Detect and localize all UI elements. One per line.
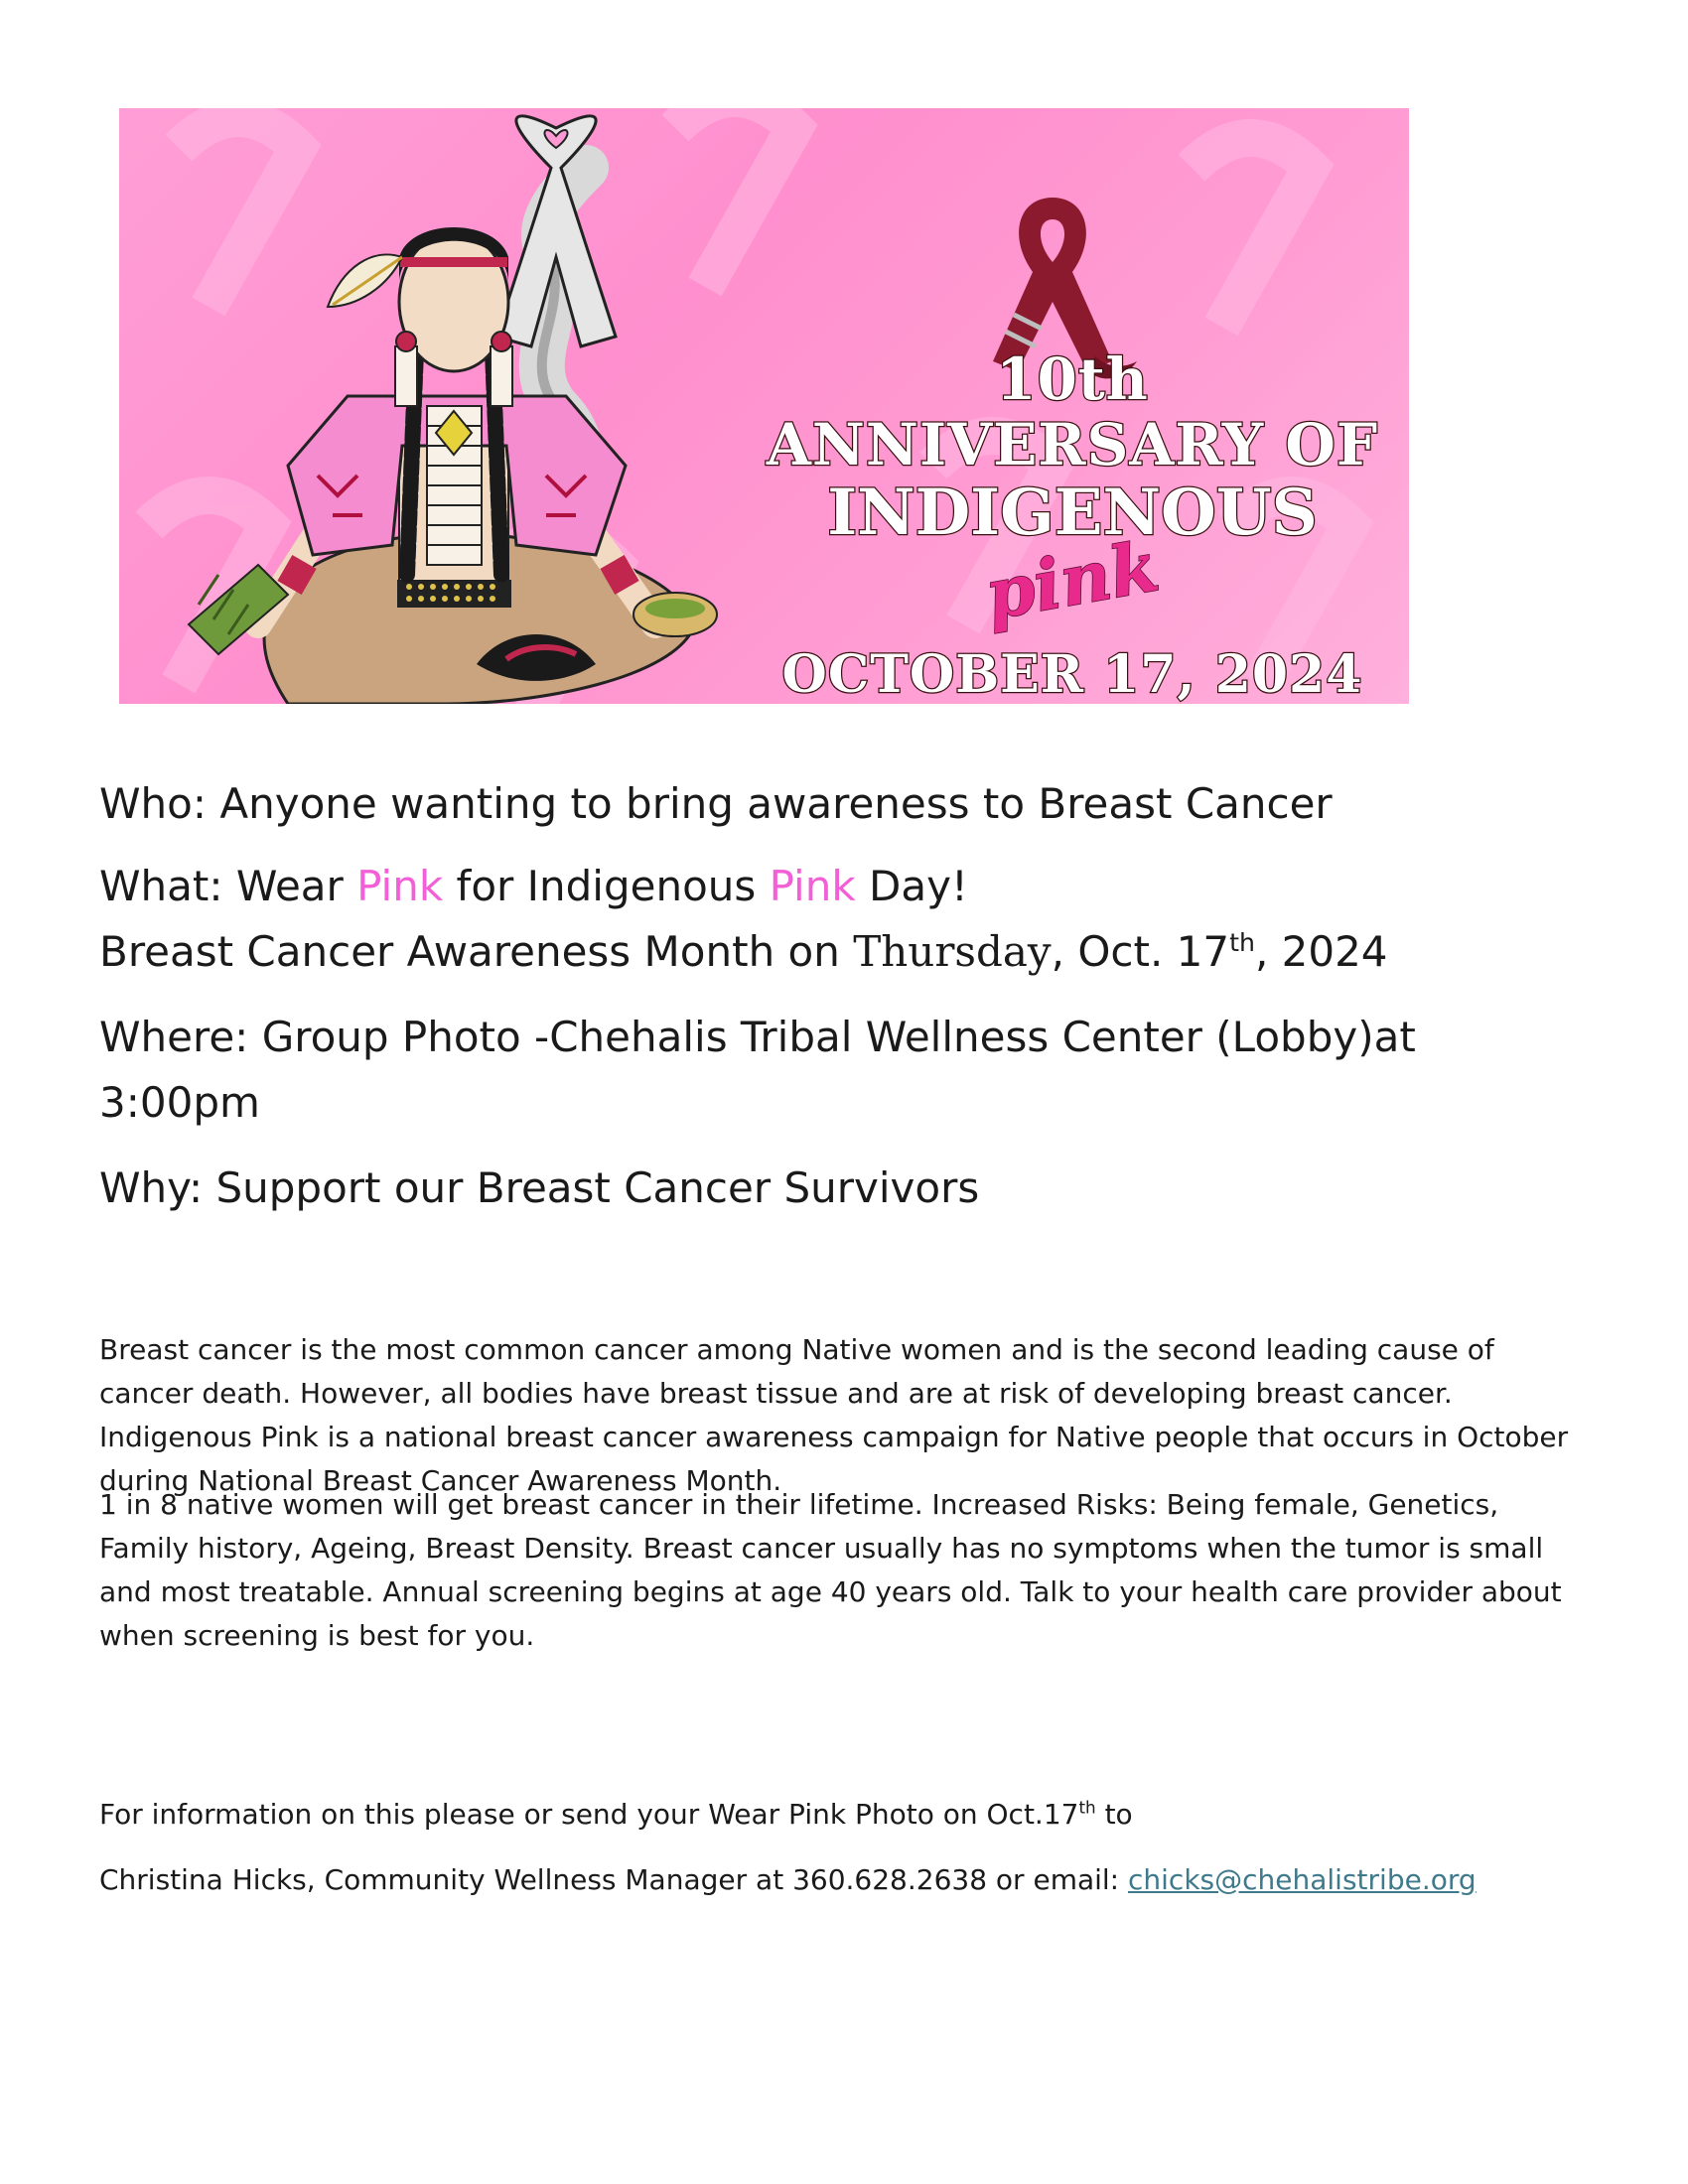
indigenous-woman-illustration <box>189 227 717 704</box>
what-date-prefix: , Oct. 17 <box>1051 927 1230 976</box>
who-label: Who: <box>99 779 207 828</box>
what-weekday: Thursday <box>853 927 1052 976</box>
banner-line-anniversary: 10th ANNIVERSARY OF <box>766 345 1379 478</box>
where-text: Group Photo -Chehalis Tribal Wellness Center (Lobby)at <box>261 1013 1416 1061</box>
what-date-sup: th <box>1229 928 1255 957</box>
event-banner <box>119 108 1409 704</box>
where-block <box>99 1005 1589 1136</box>
what-label: What: <box>99 862 223 910</box>
who-text: Anyone wanting to bring awareness to Breast Cancer <box>219 779 1333 828</box>
what-wear: Wear <box>235 862 344 910</box>
banner-pink-script: pink <box>978 524 1165 636</box>
why-text: Support our Breast Cancer Survivors <box>215 1163 980 1212</box>
what-line <box>99 854 1589 919</box>
contact-person: Christina Hicks, Community Wellness Manager at 360.628.2638 or email: <box>99 1863 1129 1896</box>
contact-info-suffix: to <box>1095 1798 1133 1831</box>
banner-title <box>745 346 1400 704</box>
banner-line-indigenous <box>745 476 1400 636</box>
contact-info-line <box>99 1793 1569 1837</box>
what-pink-1: Pink <box>356 862 444 910</box>
what-month-text: Breast Cancer Awareness Month on <box>99 927 840 976</box>
paragraph-about-breast-cancer: Breast cancer is the most common cancer among Native women and is the second leading cause of cancer death. However, all bodies have breast tissue and are at risk of developing breast cancer. Indigenous Pink is a national breast cancer awareness campaign for Native people that occurs in October during National Breast Cancer Awareness Month. <box>99 1333 1569 1497</box>
where-line <box>99 1005 1589 1070</box>
what-date-line <box>99 919 1589 985</box>
what-pink-2: Pink <box>769 862 856 910</box>
contact-person-line <box>99 1858 1569 1902</box>
what-for-indigenous: for Indigenous <box>456 862 757 910</box>
who-line <box>99 771 1589 837</box>
banner-indigenous-word: INDIGENOUS <box>827 476 1318 550</box>
what-day: Day! <box>869 862 968 910</box>
banner-date: OCTOBER 17, 2024 <box>781 644 1363 704</box>
why-line <box>99 1156 1589 1221</box>
paragraph-risk-factors: 1 in 8 native women will get breast cancer in their lifetime. Increased Risks: Being female, Genetics, Family history, Ageing, Breast Density. Breast cancer usually has no symptoms when the tumor is small and most treatable. Annual screening begins at age 40 years old. Talk to your health care provider about when screening is best for you. <box>99 1488 1562 1652</box>
where-label: Where: <box>99 1013 249 1061</box>
contact-info-prefix: For information on this please or send your Wear Pink Photo on Oct.17 <box>99 1798 1079 1831</box>
why-label: Why: <box>99 1163 204 1212</box>
contact-info-sup: th <box>1078 1797 1096 1818</box>
what-date-suffix: , 2024 <box>1254 927 1388 976</box>
where-time: 3:00pm <box>99 1078 260 1127</box>
contact-email-link[interactable]: chicks@chehalistribe.org <box>1128 1863 1477 1896</box>
what-block <box>99 854 1589 985</box>
